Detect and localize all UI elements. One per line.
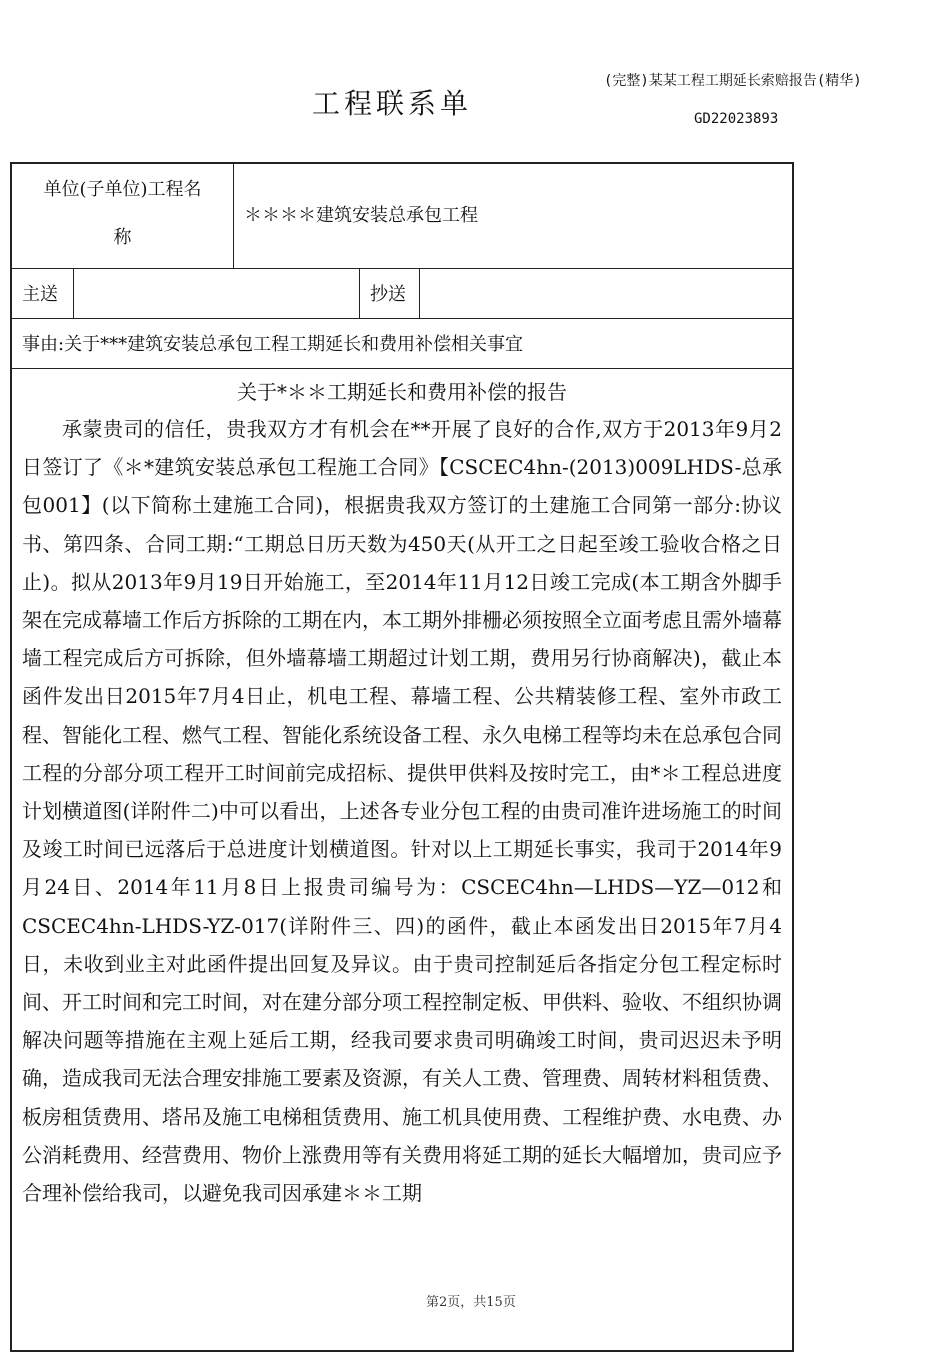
unit-row [12,164,792,269]
report-body [12,368,792,1350]
contact-form [10,162,794,1352]
subject-row [12,318,792,369]
main-send-value [74,268,360,318]
report-paragraph: 承蒙贵司的信任，贵我双方才有机会在**开展了良好的合作,双方于2013年9月2日签订了《＊*建筑安装总承包工程施工合同》【CSCEC4hn-(2013)009LHDS-总承包001】(以下简称土建施工合同)，根据贵我双方签订的土建施工合同第一部分:协议书、第四条、合同工期:“工期总日历天数为450天(从开工之日起至竣工验收合格之日止)。拟从2013年9月19日开始施工，至2014年11月12日竣工完成(本工期含外脚手架在完成幕墙工作后方拆除的工期在内，本工期外排栅必须按照全立面考虑且需外墙幕墙工程完成后方可拆除，但外墙幕墙工期超过计划工期，费用另行协商解决)，截止本函件发出日2015年7月4日止，机电工程、幕墙工程、公共精装修工程、室外市政工程、智能化工程、燃气工程、智能化系统设备工程、永久电梯工程等均未在总承包合同工程的分部分项工程开工时间前完成招标、提供甲供料及按时完工，由*＊工程总进度计划横道图(详附件二)中可以看出，上述各专业分包工程的由贵司准许进场施工的时间及竣工时间已远落后于总进度计划横道图。针对以上工期延长事实，我司于2014年9月24日、2014年11月8日上报贵司编号为：CSCEC4hn—LHDS—YZ—012和CSCEC4hn-LHDS-YZ-017(详附件三、四)的函件，截止本函发出日2015年7月4日，未收到业主对此函件提出回复及异议。由于贵司控制延后各指定分包工程定标时间、开工时间和完工时间，对在建分部分项工程控制定板、甲供料、验收、不组织协调解决问题等措施在主观上延后工期，经我司要求贵司明确竣工时间，贵司迟迟未予明确，造成我司无法合理安排施工要素及资源，有关人工费、管理费、周转材料租赁费、板房租赁费用、塔吊及施工电梯租赁费用、施工机具使用费、工程维护费、水电费、办公消耗费用、经营费用、物价上涨费用等有关费用将延工期的延长大幅增加，贵司应予合理补偿给我司，以避免我司因承建＊＊工期 [22,417,782,1206]
report-heading: 关于*＊＊工期延长和费用补偿的报告 [237,380,567,404]
unit-label-line2: 称 [113,227,132,248]
unit-value: ＊＊＊＊建筑安装总承包工程 [244,205,478,226]
send-row [12,268,792,319]
unit-label-line1: 单位(子单位)工程名 [43,179,202,200]
document-code: GD22023893 [694,111,779,127]
subject-text: 事由:关于***建筑安装总承包工程工期延长和费用补偿相关事宜 [22,334,524,355]
cc-value [420,268,792,318]
document-title: 工程联系单 [312,87,473,120]
page-footer: 第2页，共15页 [426,1295,516,1310]
main-send-label: 主送 [12,268,74,318]
cc-label: 抄送 [360,268,420,318]
header-note: (完整)某某工程工期延长索赔报告(精华) [604,73,862,89]
unit-label [12,164,234,268]
